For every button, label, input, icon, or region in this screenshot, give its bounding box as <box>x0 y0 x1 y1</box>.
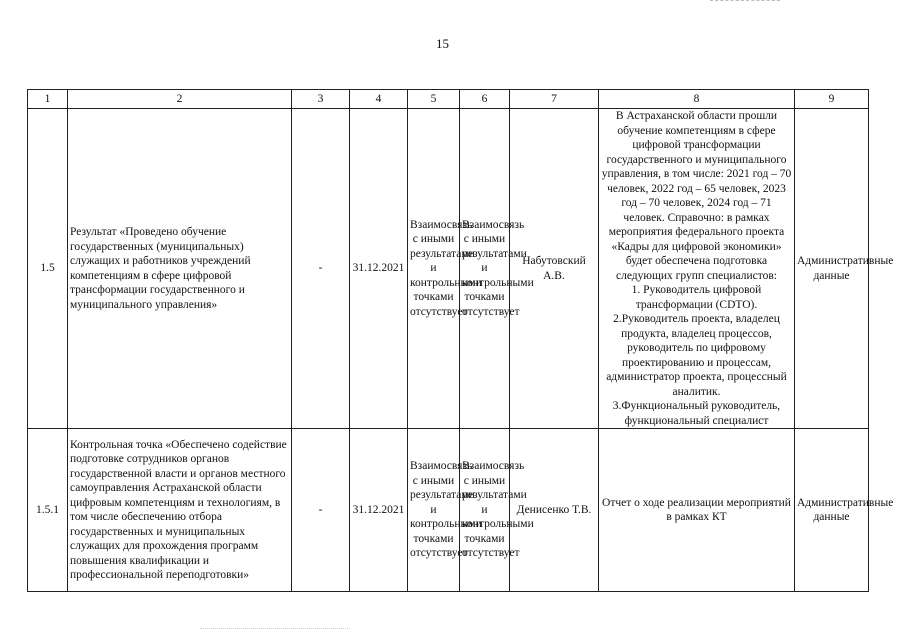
column-3-value: - <box>292 109 350 429</box>
table-row <box>28 109 869 429</box>
relation-cell: Взаимосвязь с иными результатами и контрольными точками отсутствует <box>408 429 460 592</box>
responsible-person: Набутовский А.В. <box>510 109 599 429</box>
result-name: Результат «Проведено обучение государственных (муниципальных) служащих и работников учреждений компетенциям в сфере цифровой трансформации государственного и муниципального управления» <box>68 109 292 429</box>
table-row <box>28 429 869 592</box>
responsible-person: Денисенко Т.В. <box>510 429 599 592</box>
header-cell: 7 <box>510 90 599 109</box>
header-cell: 5 <box>408 90 460 109</box>
scan-artifact <box>200 628 350 629</box>
relation-cell: Взаимосвязь с иными результатами и контрольными точками отсутствует <box>460 109 510 429</box>
header-cell: 6 <box>460 90 510 109</box>
data-source: Административные данные <box>795 109 869 429</box>
header-cell: 8 <box>599 90 795 109</box>
relation-cell: Взаимосвязь с иными результатами и контрольными точками отсутствует <box>460 429 510 592</box>
header-cell: 1 <box>28 90 68 109</box>
page-number: 15 <box>436 36 449 51</box>
header-cell: 3 <box>292 90 350 109</box>
relation-cell: Взаимосвязь с иными результатами и контрольными точками отсутствует <box>408 109 460 429</box>
column-3-value: - <box>292 429 350 592</box>
deadline-date: 31.12.2021 <box>350 109 408 429</box>
scan-artifact <box>710 0 780 5</box>
data-source: Административные данные <box>795 429 869 592</box>
row-number: 1.5 <box>28 109 68 429</box>
deadline-date: 31.12.2021 <box>350 429 408 592</box>
header-cell: 2 <box>68 90 292 109</box>
result-name: Контрольная точка «Обеспечено содействие подготовке сотрудников органов государственной власти и органов местного самоуправления Астраханской области цифровым компетенциям и технологиям, в том числе обеспечению отбора государственных и муниципальных служащих для прохождения программ повышения квалификации и профессиональной переподготовки» <box>68 429 292 592</box>
result-description: В Астраханской области прошли обучение компетенциям в сфере цифровой трансформации государственного и муниципального управления, в том числе: 2021 год – 70 человек, 2022 год – 65 человек, 2023 год – 70 человек, 2024 год – 71 человек. Справочно: в рамках мероприятия федерального проекта «Кадры для цифровой экономики» будет обеспечена подготовка следующих групп специалистов: 1. Руководитель цифровой трансформации (CDTO). 2.Руководитель проекта, владелец продукта, владелец процессов, руководитель по цифровому проектированию и процессам, администратор проекта, процессный аналитик. 3.Функциональный руководитель, функциональный специалист <box>599 109 795 429</box>
results-table <box>27 89 894 592</box>
header-cell: 4 <box>350 90 408 109</box>
row-number: 1.5.1 <box>28 429 68 592</box>
result-description: Отчет о ходе реализации мероприятий в рамках КТ <box>599 429 795 592</box>
header-cell: 9 <box>795 90 869 109</box>
table-header-row <box>28 90 869 109</box>
